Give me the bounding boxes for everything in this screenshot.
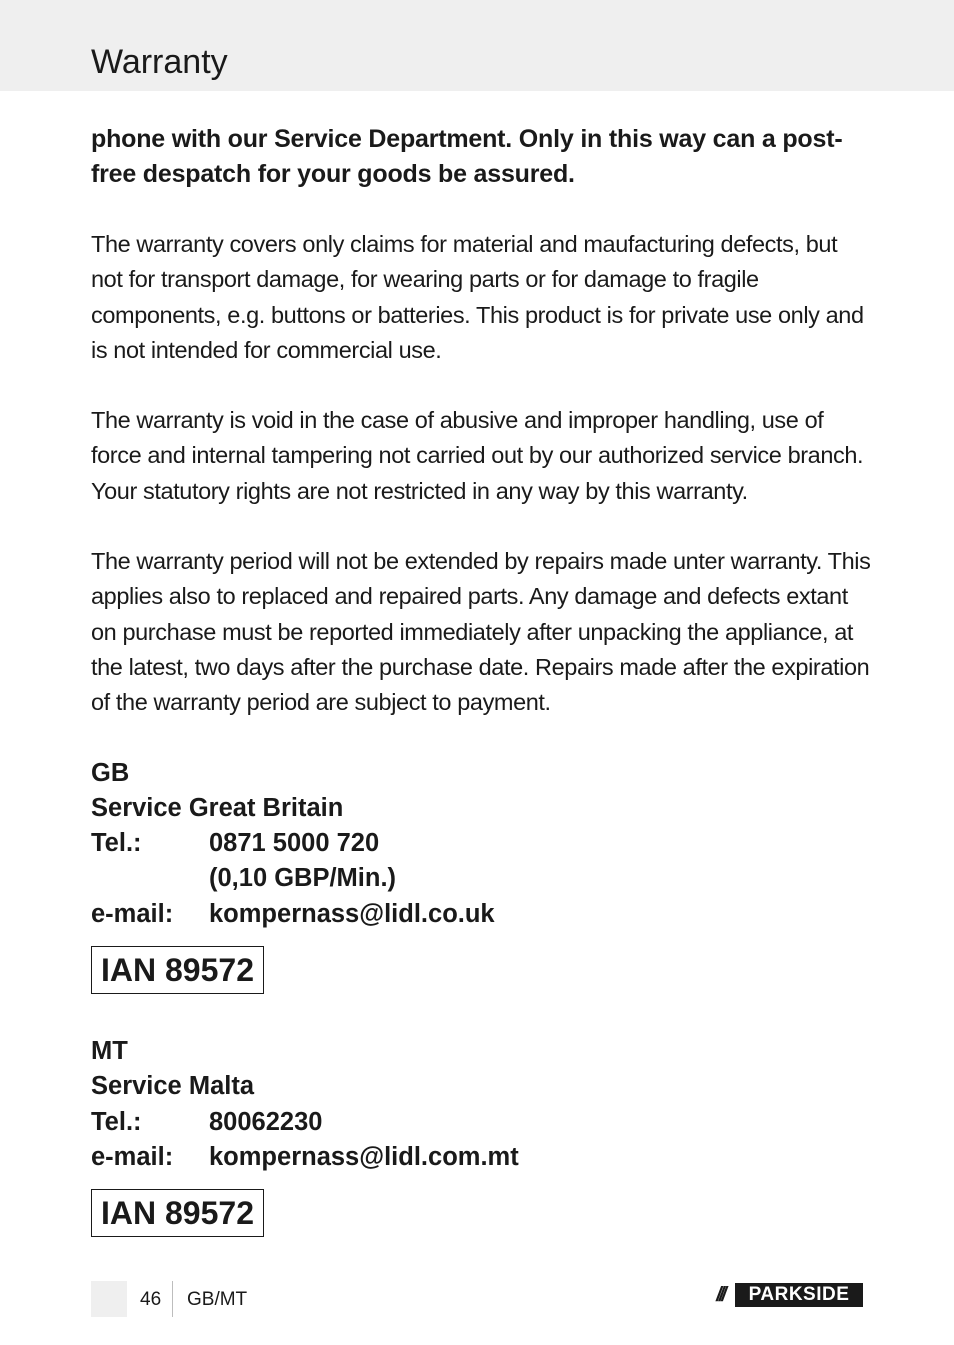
parkside-logo [705,1283,863,1307]
email-label: e-mail: [91,899,174,928]
email-label: e-mail: [91,1142,174,1171]
footer-divider [172,1281,173,1317]
brand-name: PARKSIDE [735,1283,863,1307]
page-number: 46 [140,1289,162,1310]
paragraph-void: The warranty is void in the case of abusive and improper handling, use of force and internal tampering not carried out by our authorized service branch. Your statutory rights are not restricted in any way by this warranty. [91,407,864,504]
service-tel-row [91,826,871,861]
ian-box: IAN 89572 [91,1189,264,1237]
logo-stripes-icon: /// [716,1283,724,1306]
service-email-row [91,1140,871,1175]
service-country: MT [91,1037,128,1066]
service-name: Service Great Britain [91,793,344,822]
page-title: Warranty [91,43,228,81]
service-tel-row [91,1105,871,1140]
footer-square [91,1281,127,1317]
email-address: kompernass@lidl.co.uk [209,899,495,928]
tel-number: 80062230 [209,1107,323,1136]
lead-text: phone with our Service Department. Only in this way can a post-free despatch for your goods be assured. [91,125,843,188]
service-country: GB [91,758,130,787]
service-tel-note-row [91,861,871,896]
document-body [91,122,871,1237]
email-address: kompernass@lidl.com.mt [209,1142,519,1171]
tel-label: Tel.: [91,1107,142,1136]
tel-note: (0,10 GBP/Min.) [209,864,397,893]
paragraph-period: The warranty period will not be extended by repairs made unter warranty. This applies also to replaced and repaired parts. Any damage and defects extant on purchase must be reported immediately after unpacking the appliance, at the latest, two days after the purchase date. Repairs made after the expiration of the warranty period are subject to payment. [91,548,871,716]
paragraph-coverage: The warranty covers only claims for material and maufacturing defects, but not for transport damage, for wearing parts or for damage to fragile components, e.g. buttons or batteries. This product is for private use only and is not intended for commercial use. [91,231,864,363]
service-block-gb [91,756,871,994]
country-code: GB/MT [187,1289,248,1310]
service-name: Service Malta [91,1072,255,1101]
tel-label: Tel.: [91,829,142,858]
ian-box: IAN 89572 [91,946,264,994]
tel-number: 0871 5000 720 [209,829,380,858]
service-email-row [91,897,871,932]
service-block-mt [91,1034,871,1237]
